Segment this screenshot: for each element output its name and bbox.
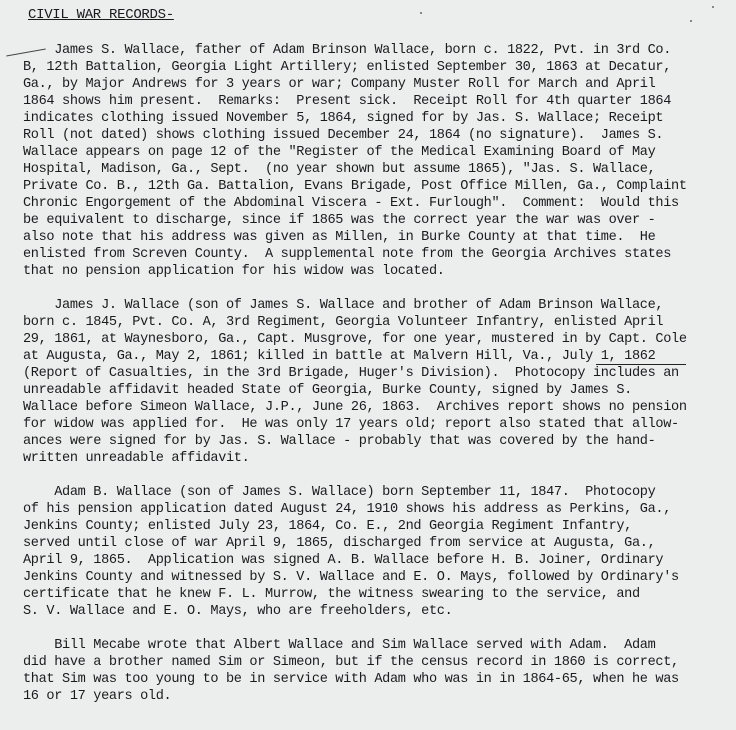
- text-line: of his pension application dated August 24, 1910 shows his address as Perkins, Ga.,: [23, 502, 672, 517]
- text-line: did have a brother named Sim or Simeon, but if the census record in 1860 is correct,: [23, 655, 679, 670]
- paragraph-james-s-wallace: [23, 42, 725, 280]
- text-line: born c. 1845, Pvt. Co. A, 3rd Regiment, Georgia Volunteer Infantry, enlisted April: [23, 315, 664, 330]
- text-line: served until close of war April 9, 1865, discharged from service at Augusta, Ga.,: [23, 536, 656, 551]
- paragraph-james-j-wallace: [23, 297, 725, 467]
- text-line: at Augusta, Ga., May 2, 1861; killed in battle at Malvern Hill, Va., July 1, 1862: [23, 349, 656, 364]
- text-line: April 9, 1865. Application was signed A. B. Wallace before H. B. Joiner, Ordinary: [23, 553, 664, 568]
- text-line: Chronic Engorgement of the Abdominal Viscera - Ext. Furlough". Comment: Would this: [23, 196, 679, 211]
- text-line: (Report of Casualties, in the 3rd Brigade, Huger's Division). Photocopy includes an: [23, 366, 679, 381]
- text-line: that Sim was too young to be in service with Adam who was in in 1864-65, when he was: [23, 672, 679, 687]
- text-line: Hospital, Madison, Ga., Sept. (no year shown but assume 1865), "Jas. S. Wallace,: [23, 162, 656, 177]
- text-line: S. V. Wallace and E. O. Mays, who are freeholders, etc.: [23, 604, 453, 619]
- text-line: 1864 shows him present. Remarks: Present sick. Receipt Roll for 4th quarter 1864: [23, 94, 672, 109]
- text-line: ances were signed for by Jas. S. Wallace - probably that was covered by the hand-: [23, 434, 656, 449]
- date-underline-mark: [596, 364, 686, 365]
- text-line: also note that his address was given as Millen, in Burke County at that time. He: [23, 230, 656, 245]
- text-line: James S. Wallace, father of Adam Brinson Wallace, born c. 1822, Pvt. in 3rd Co.: [23, 43, 672, 58]
- text-line: Wallace appears on page 12 of the "Register of the Medical Examining Board of May: [23, 145, 656, 160]
- text-line: Wallace before Simeon Wallace, J.P., June 26, 1863. Archives report shows no pension: [23, 400, 687, 415]
- scan-speck: [420, 12, 422, 14]
- paragraph-bill-mecabe-note: [23, 637, 725, 705]
- text-line: 16 or 17 years old.: [23, 689, 172, 704]
- text-line: Bill Mecabe wrote that Albert Wallace and Sim Wallace served with Adam. Adam: [23, 638, 656, 653]
- text-line: unreadable affidavit headed State of Georgia, Burke County, signed by James S.: [23, 383, 632, 398]
- text-line: James J. Wallace (son of James S. Wallace and brother of Adam Brinson Wallace,: [23, 298, 664, 313]
- text-line: Roll (not dated) shows clothing issued December 24, 1864 (no signature). James S.: [23, 128, 664, 143]
- paragraph-adam-b-wallace: [23, 484, 725, 620]
- text-line: Jenkins County and witnessed by S. V. Wallace and E. O. Mays, followed by Ordinary's: [23, 570, 679, 585]
- text-line: be equivalent to discharge, since if 1865 was the correct year the war was over -: [23, 213, 656, 228]
- scan-speck: [712, 6, 714, 8]
- text-line: Adam B. Wallace (son of James S. Wallace) born September 11, 1847. Photocopy: [23, 485, 656, 500]
- page-heading: CIVIL WAR RECORDS-: [28, 7, 174, 23]
- text-line: B, 12th Battalion, Georgia Light Artillery; enlisted September 30, 1863 at Decatur,: [23, 60, 672, 75]
- text-line: certificate that he knew F. L. Murrow, the witness swearing to the service, and: [23, 587, 640, 602]
- text-line: 29, 1861, at Waynesboro, Ga., Capt. Musgrove, for one year, mustered in by Capt. Cole: [23, 332, 687, 347]
- text-line: Private Co. B., 12th Ga. Battalion, Evans Brigade, Post Office Millen, Ga., Complaint: [23, 179, 687, 194]
- text-line: for widow was applied for. He was only 17 years old; report also stated that allow-: [23, 417, 679, 432]
- scan-speck: [690, 20, 692, 22]
- text-line: enlisted from Screven County. A supplemental note from the Georgia Archives states: [23, 247, 672, 262]
- text-line: written unreadable affidavit.: [23, 451, 250, 466]
- text-line: that no pension application for his widow was located.: [23, 264, 445, 279]
- text-line: Jenkins County; enlisted July 23, 1864, Co. E., 2nd Georgia Regiment Infantry,: [23, 519, 632, 534]
- text-line: Ga., by Major Andrews for 3 years or war; Company Muster Roll for March and April: [23, 77, 656, 92]
- text-line: indicates clothing issued November 5, 1864, signed for by Jas. S. Wallace; Receipt: [23, 111, 664, 126]
